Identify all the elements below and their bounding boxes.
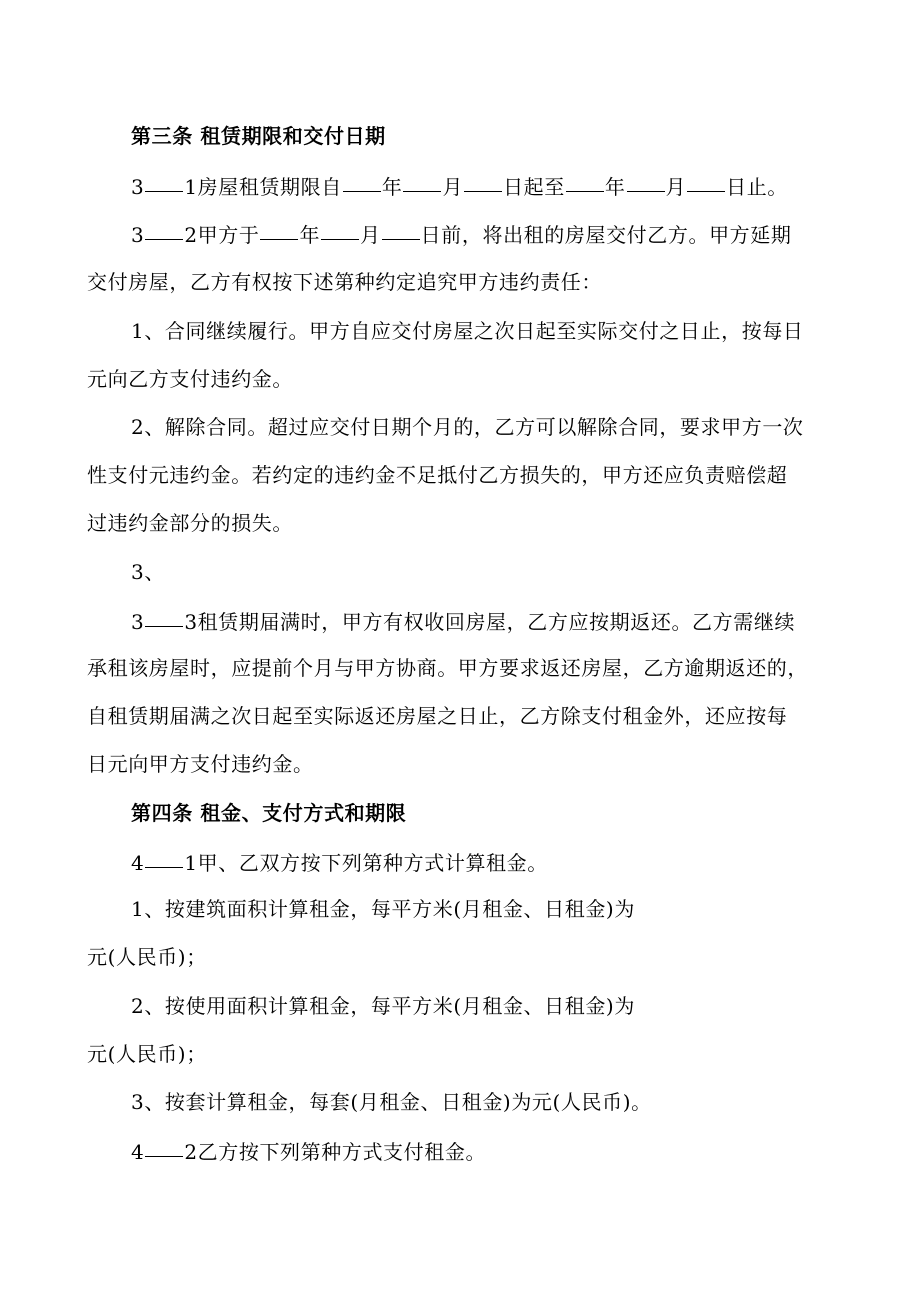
article-3-heading: 第三条 租赁期限和交付日期 bbox=[131, 124, 386, 148]
clause-4-1-item-3: 3、按套计算租金，每套(月租金、日租金)为元(人民币)。 bbox=[131, 1090, 652, 1114]
clause-3-2-item-1-line-2: 元向乙方支付违约金。 bbox=[87, 367, 293, 391]
clause-4-1-line-1: 4 1甲、乙双方按下列第种方式计算租金。 bbox=[131, 849, 548, 875]
clause-3-2-line-2: 交付房屋，乙方有权按下述第种约定追究甲方违约责任： bbox=[87, 270, 602, 294]
clause-3-2-item-1-line-1: 1、合同继续履行。甲方自应交付房屋之次日起至实际交付之日止，按每日 bbox=[131, 319, 804, 343]
clause-3-2-item-2-line-1: 2、解除合同。超过应交付日期个月的，乙方可以解除合同，要求甲方一次 bbox=[131, 415, 804, 439]
clause-3-3-line-2: 承租该房屋时，应提前个月与甲方协商。甲方要求返还房屋，乙方逾期返还的， bbox=[87, 656, 808, 680]
clause-3-2-item-3: 3、 bbox=[131, 560, 165, 584]
clause-3-3-line-4: 日元向甲方支付违约金。 bbox=[87, 752, 314, 776]
clause-3-3-line-3: 自租赁期届满之次日起至实际返还房屋之日止，乙方除支付租金外，还应按每 bbox=[87, 704, 788, 728]
clause-3-1-line-1: 3 1房屋租赁期限自 年 月 日起至 年 月 日止。 bbox=[131, 173, 788, 199]
clause-4-1-item-1-line-2: 元(人民币)； bbox=[87, 945, 207, 969]
clause-4-2-line-1: 4 2乙方按下列第种方式支付租金。 bbox=[131, 1138, 486, 1164]
clause-4-1-item-2-line-1: 2、按使用面积计算租金，每平方米(月租金、日租金)为 bbox=[131, 994, 635, 1018]
clause-3-2-line-1: 3 2甲方于 年 月 日前，将出租的房屋交付乙方。甲方延期 bbox=[131, 221, 791, 247]
clause-3-2-item-2-line-3: 过违约金部分的损失。 bbox=[87, 511, 293, 535]
clause-4-1-item-2-line-2: 元(人民币)； bbox=[87, 1042, 207, 1066]
article-4-heading: 第四条 租金、支付方式和期限 bbox=[131, 801, 407, 825]
clause-3-3-line-1: 3 3租赁期届满时，甲方有权收回房屋，乙方应按期返还。乙方需继续 bbox=[131, 608, 795, 634]
clause-4-1-item-1-line-1: 1、按建筑面积计算租金，每平方米(月租金、日租金)为 bbox=[131, 897, 635, 921]
clause-3-2-item-2-line-2: 性支付元违约金。若约定的违约金不足抵付乙方损失的，甲方还应负责赔偿超 bbox=[87, 463, 788, 487]
